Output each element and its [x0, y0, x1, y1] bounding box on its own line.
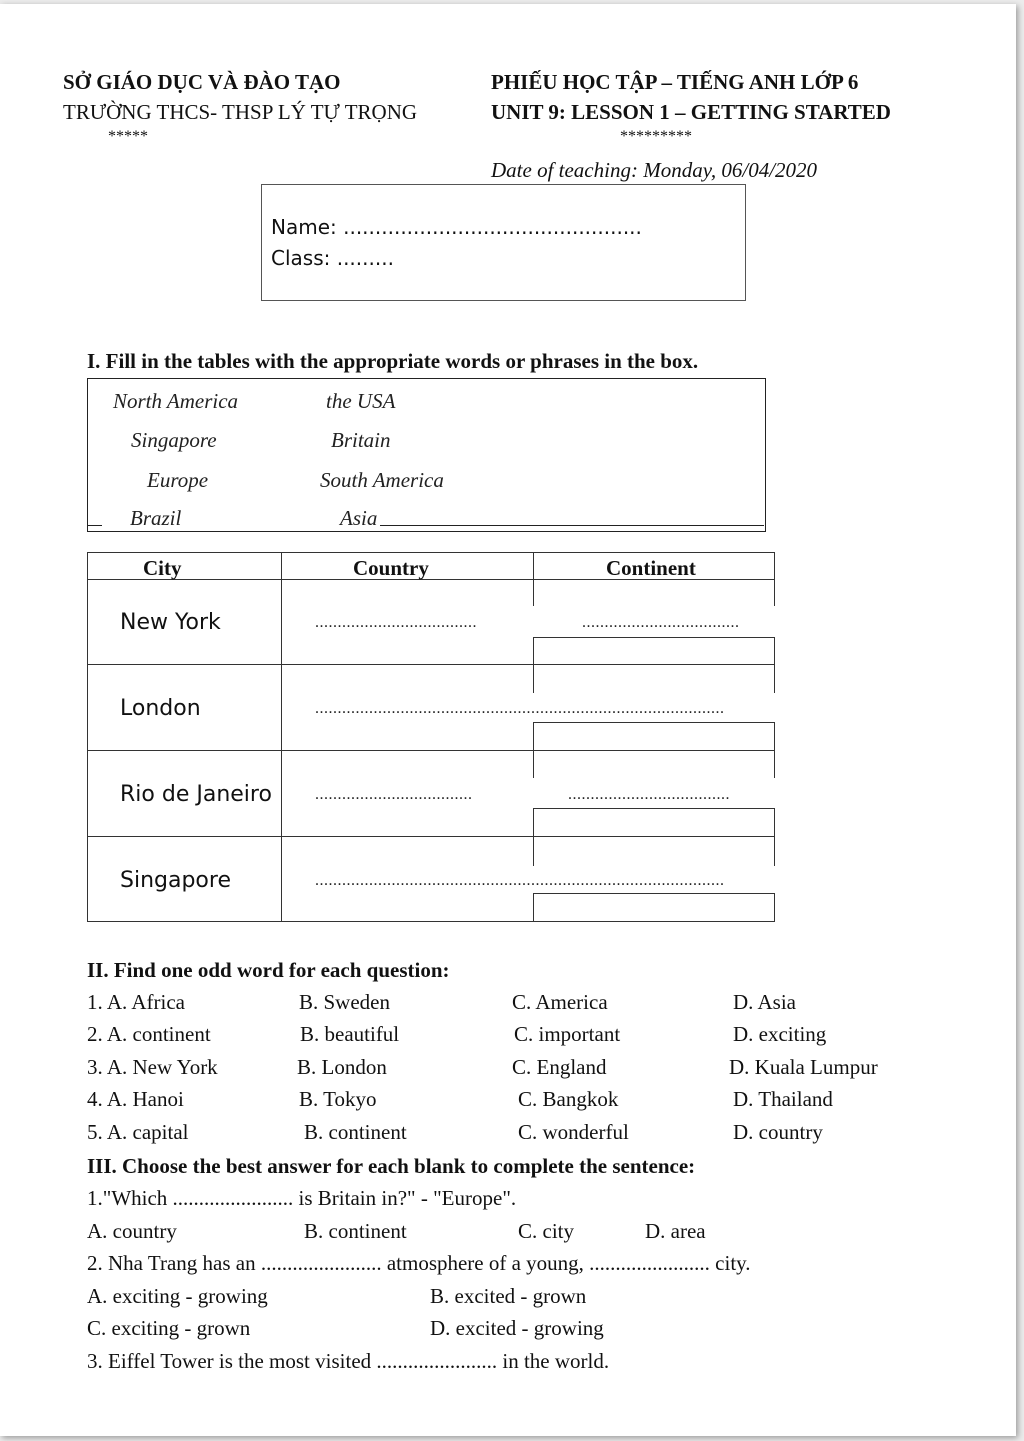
right-stars: ********* [620, 128, 692, 145]
table-border [87, 664, 775, 665]
table-border [774, 722, 775, 778]
student-info-box [261, 184, 746, 301]
option-c[interactable]: C. America [512, 990, 608, 1014]
country-blank[interactable]: .................................... [315, 614, 477, 631]
department-name: SỞ GIÁO DỤC VÀ ĐÀO TẠO [63, 70, 341, 94]
city-cell: Singapore [120, 868, 231, 893]
word-asia: Asia [340, 506, 378, 530]
worksheet-title: PHIẾU HỌC TẬP – TIẾNG ANH LỚP 6 [491, 70, 859, 94]
header-country: Country [353, 556, 429, 580]
option-d[interactable]: D. Kuala Lumpur [729, 1055, 878, 1079]
table-border [533, 893, 534, 922]
answer-blank[interactable]: ........................................................................................... [315, 872, 725, 889]
option-d[interactable]: D. excited - growing [430, 1316, 604, 1340]
table-border [533, 637, 775, 638]
table-border [774, 893, 775, 922]
class-field[interactable]: Class: ......... [271, 246, 394, 270]
option-c[interactable]: C. wonderful [518, 1120, 629, 1144]
table-border [87, 836, 775, 837]
table-border [533, 722, 775, 723]
city-cell: Rio de Janeiro [120, 782, 272, 807]
left-stars: ***** [108, 128, 148, 145]
word-brazil: Brazil [130, 506, 182, 530]
table-border [533, 722, 534, 778]
table-border [533, 808, 534, 866]
continent-blank[interactable]: ................................... [582, 614, 740, 631]
question-1: 1."Which ....................... is Britain in?" - "Europe". [87, 1186, 517, 1210]
option-c[interactable]: C. Bangkok [518, 1087, 619, 1111]
option-a[interactable]: 1. A. Africa [87, 990, 185, 1014]
option-b[interactable]: B. London [297, 1055, 387, 1079]
option-b[interactable]: B. Tokyo [299, 1087, 377, 1111]
option-c[interactable]: C. important [514, 1022, 621, 1046]
option-b[interactable]: B. Sweden [299, 990, 390, 1014]
table-border [87, 552, 88, 922]
country-blank[interactable]: ................................... [315, 786, 473, 803]
option-c[interactable]: C. exciting - grown [87, 1316, 251, 1340]
option-c[interactable]: C. England [512, 1055, 607, 1079]
table-border [774, 808, 775, 866]
table-border [533, 808, 775, 809]
option-a[interactable]: 3. A. New York [87, 1055, 218, 1079]
answer-blank[interactable]: ........................................................................................... [315, 700, 725, 717]
table-border [774, 580, 775, 606]
section-3-title: III. Choose the best answer for each blank to complete the sentence: [87, 1154, 696, 1178]
word-north-america: North America [113, 389, 239, 413]
table-border [533, 893, 775, 894]
table-border [774, 637, 775, 693]
option-b[interactable]: B. continent [304, 1219, 407, 1243]
option-a[interactable]: A. exciting - growing [87, 1284, 268, 1308]
option-d[interactable]: D. country [733, 1120, 823, 1144]
option-d[interactable]: D. exciting [733, 1022, 827, 1046]
table-border [87, 552, 775, 553]
city-cell: New York [120, 610, 221, 635]
table-border [281, 552, 282, 922]
unit-title: UNIT 9: LESSON 1 – GETTING STARTED [491, 100, 891, 124]
option-d[interactable]: D. area [645, 1219, 706, 1243]
question-3: 3. Eiffel Tower is the most visited ....................... in the world. [87, 1349, 610, 1373]
word-britain: Britain [331, 428, 391, 452]
word-singapore: Singapore [131, 428, 217, 452]
table-border [87, 921, 775, 922]
city-cell: London [120, 696, 201, 721]
option-c[interactable]: C. city [518, 1219, 574, 1243]
school-name: TRƯỜNG THCS- THSP LÝ TỰ TRỌNG [63, 100, 418, 124]
option-b[interactable]: B. continent [304, 1120, 407, 1144]
continent-blank[interactable]: .................................... [568, 786, 730, 803]
table-border [533, 580, 534, 606]
option-b[interactable]: B. beautiful [300, 1022, 400, 1046]
word-south-america: South America [320, 468, 444, 492]
header-continent: Continent [606, 556, 696, 580]
option-a[interactable]: A. country [87, 1219, 177, 1243]
option-d[interactable]: D. Thailand [733, 1087, 833, 1111]
word-the-usa: the USA [326, 389, 396, 413]
word-europe: Europe [147, 468, 209, 492]
option-d[interactable]: D. Asia [733, 990, 796, 1014]
section-2-title: II. Find one odd word for each question: [87, 958, 450, 982]
table-border [533, 637, 534, 693]
underline-mark [380, 525, 764, 526]
header-city: City [143, 556, 182, 580]
option-a[interactable]: 2. A. continent [87, 1022, 211, 1046]
worksheet-page [0, 4, 1016, 1436]
word-box [87, 378, 766, 532]
option-a[interactable]: 4. A. Hanoi [87, 1087, 184, 1111]
table-border [774, 552, 775, 580]
option-b[interactable]: B. excited - grown [430, 1284, 587, 1308]
option-a[interactable]: 5. A. capital [87, 1120, 189, 1144]
underline-mark [88, 525, 102, 526]
name-field[interactable]: Name: ............................................... [271, 215, 642, 239]
table-border [87, 750, 775, 751]
question-2: 2. Nha Trang has an ....................... atmosphere of a young, ....................... city. [87, 1251, 751, 1275]
table-border [533, 552, 534, 580]
section-1-title: I. Fill in the tables with the appropriate words or phrases in the box. [87, 349, 699, 373]
teaching-date: Date of teaching: Monday, 06/04/2020 [491, 158, 818, 182]
